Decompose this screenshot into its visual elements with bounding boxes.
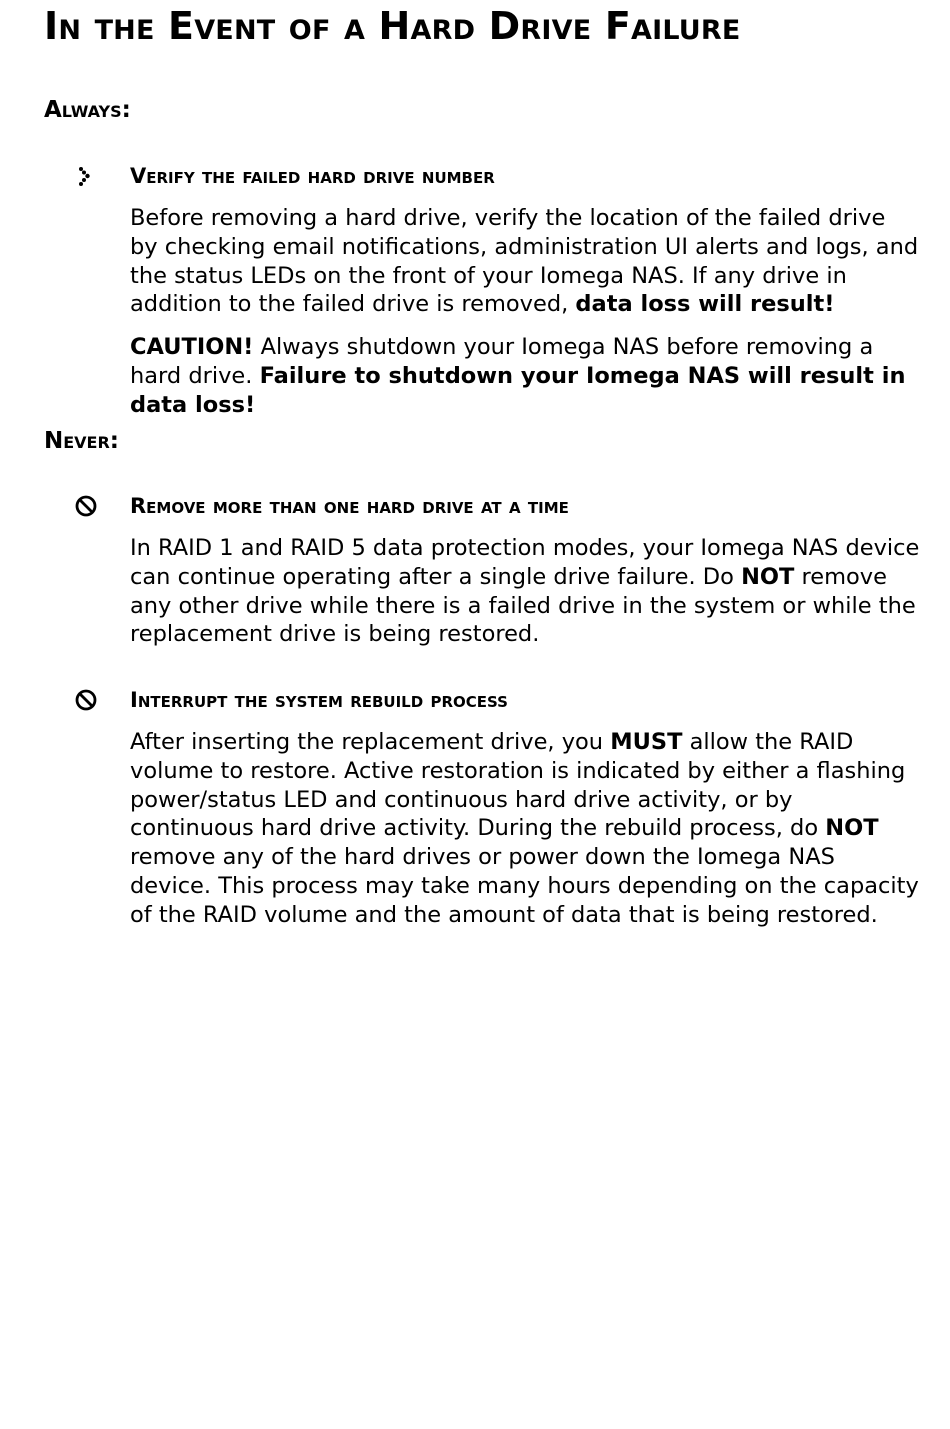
verify-text: Before removing a hard drive, verify the location of the failed drive by checking email notifications, administration UI alerts and logs, and the status LEDs on the front of your Iomega NAS. If any drive in addition to the failed drive is removed, xyxy=(130,205,919,318)
must-emphasis: MUST xyxy=(610,729,683,755)
page-title: In the Event of a Hard Drive Failure xyxy=(44,4,741,48)
verify-paragraph xyxy=(130,204,920,319)
remove-multiple-paragraph xyxy=(130,534,920,649)
caution-paragraph xyxy=(130,333,920,419)
chevron-right-icon xyxy=(74,164,100,190)
rebuild-text-a: After inserting the replacement drive, you xyxy=(130,729,611,755)
interrupt-rebuild-heading: Interrupt the system rebuild process xyxy=(130,688,508,712)
not-emphasis: NOT xyxy=(825,815,879,842)
remove-multiple-text-b: remove any other drive while there is a failed drive in the system or while the replacement drive is being restored. xyxy=(130,563,916,648)
shutdown-warning: Failure to shutdown your Iomega NAS will result in data loss! xyxy=(130,362,906,418)
rebuild-text-c: remove any of the hard drives or power down the Iomega NAS device. This process may take many hours depending on the capacity of the RAID volume and the amount of data that is being restored. xyxy=(130,844,919,928)
remove-multiple-text-a: In RAID 1 and RAID 5 data protection modes, your Iomega NAS device can continue operating after a single drive failure. Do xyxy=(130,535,920,590)
interrupt-rebuild-paragraph xyxy=(130,728,920,930)
prohibited-icon xyxy=(74,494,100,520)
prohibited-icon xyxy=(74,688,100,714)
data-loss-warning: data loss will result! xyxy=(575,291,835,318)
verify-failed-drive-heading: Verify the failed hard drive number xyxy=(130,164,495,188)
not-emphasis: NOT xyxy=(741,563,795,590)
always-label: Always: xyxy=(44,97,131,123)
caution-text: Always shutdown your Iomega NAS before removing a hard drive. xyxy=(130,334,874,389)
never-label: Never: xyxy=(44,428,120,454)
rebuild-text-b: allow the RAID volume to restore. Active restoration is indicated by either a flashing power/status LED and continuous hard drive activity, or by continuous hard drive activity. During the rebuild process, do xyxy=(130,729,906,842)
remove-multiple-drives-heading: Remove more than one hard drive at a time xyxy=(130,494,569,518)
caution-label: CAUTION! xyxy=(130,334,254,360)
